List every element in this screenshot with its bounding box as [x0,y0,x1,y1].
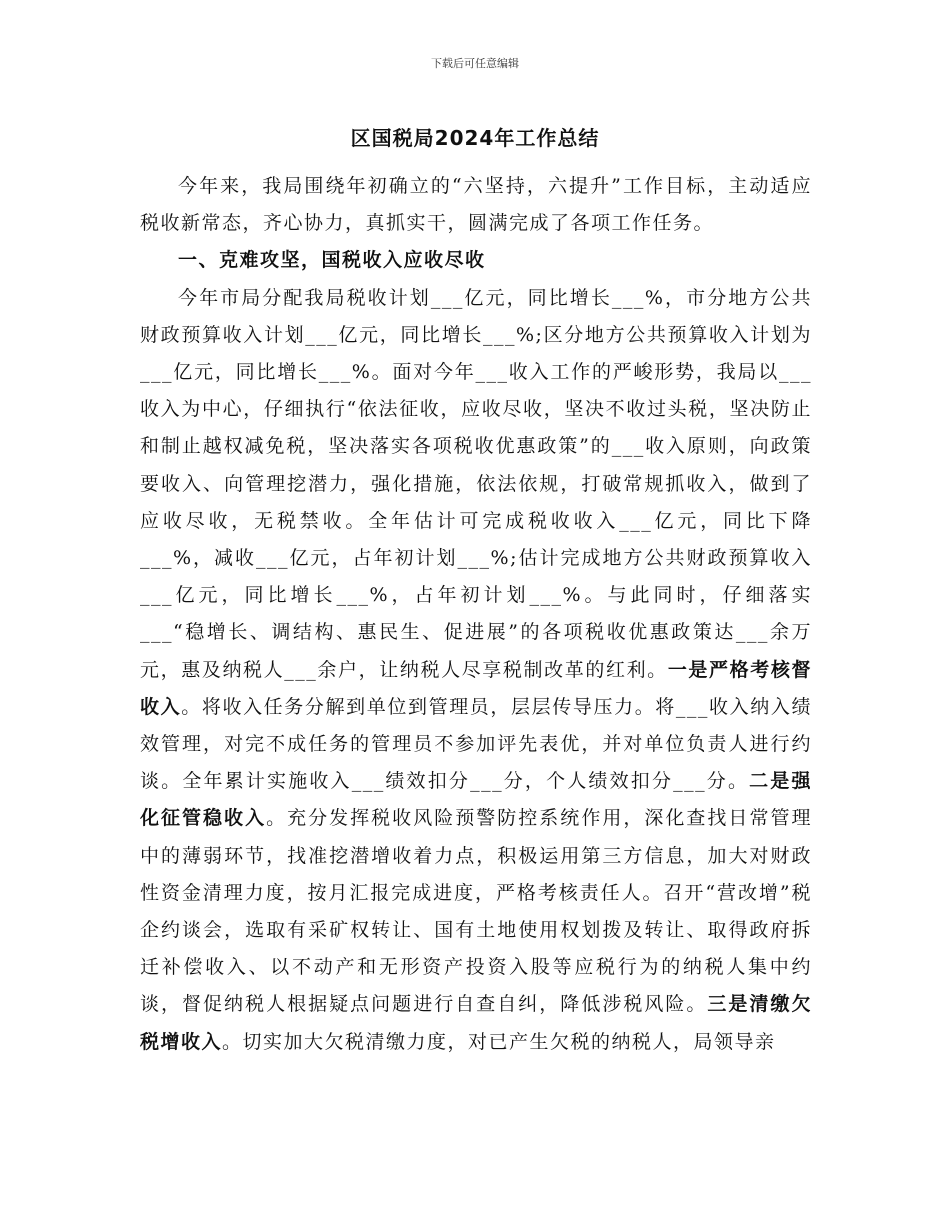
section-1-paragraph [140,280,812,1061]
lead-phrase-1: 一是严格考核督收入 [140,658,812,718]
intro-paragraph: 今年来，我局围绕年初确立的“六坚持，六提升”工作目标，主动适应税收新常态，齐心协力，真抓实干，圆满完成了各项工作任务。 [140,175,812,235]
header-note: 下载后可任意编辑 [431,57,519,70]
section-heading-1: 一、克难攻坚，国税收入应收尽收 [178,249,486,272]
document-body [140,168,812,1061]
paragraph-text: 今年市局分配我局税收计划___亿元，同比增长___%，市分地方公共财政预算收入计划___亿元，同比增长___%;区分地方公共预算收入计划为___亿元，同比增长___%。面对今年___收入工作的严峻形势，我局以___收入为中心，仔细执行“依法征收，应收尽收，坚决不收过头税，坚决防止和制止越权减免税，坚决落实各项税收优惠政策”的___收入原则，向政策要收入、向管理挖潜力，强化措施，依法依规，打破常规抓收入，做到了应收尽收，无税禁收。全年估计可完成税收收入___亿元，同比下降___%，减收___亿元，占年初计划___%;估计完成地方公共财政预算收入___亿元，同比增长___%，占年初计划___%。与此同时，仔细落实___“稳增长、调结构、惠民生、促进展”的各项税收优惠政策达___余万元，惠及纳税人___余户，让纳税人尽享税制改革的红利。 [140,286,812,681]
document-title: 区国税局2024年工作总结 [350,126,600,150]
paragraph-text: 。将收入任务分解到单位到管理员，层层传导压力。将___收入纳入绩效管理，对完不成任务的管理员不参加评先表优，并对单位负责人进行约谈。全年累计实施收入___绩效扣分___分，个人绩效扣分___分。 [140,695,812,793]
lead-phrase-2: 二是强化征管稳收入 [140,770,812,830]
paragraph-text: 。切实加大欠税清缴力度，对已产生欠税的纳税人，局领导亲 [222,1030,776,1053]
lead-phrase-3: 三是清缴欠税增收入 [140,993,812,1053]
paragraph-text: 。充分发挥税收风险预警防控系统作用，深化查找日常管理中的薄弱环节，找准挖潜增收着力点，积极运用第三方信息，加大对财政性资金清理力度，按月汇报完成进度，严格考核责任人。召开“营改增”税企约谈会，选取有采矿权转让、国有土地使用权划拨及转让、取得政府拆迁补偿收入、以不动产和无形资产投资入股等应税行为的纳税人集中约谈，督促纳税人根据疑点问题进行自查自纠，降低涉税风险。 [140,807,812,1016]
